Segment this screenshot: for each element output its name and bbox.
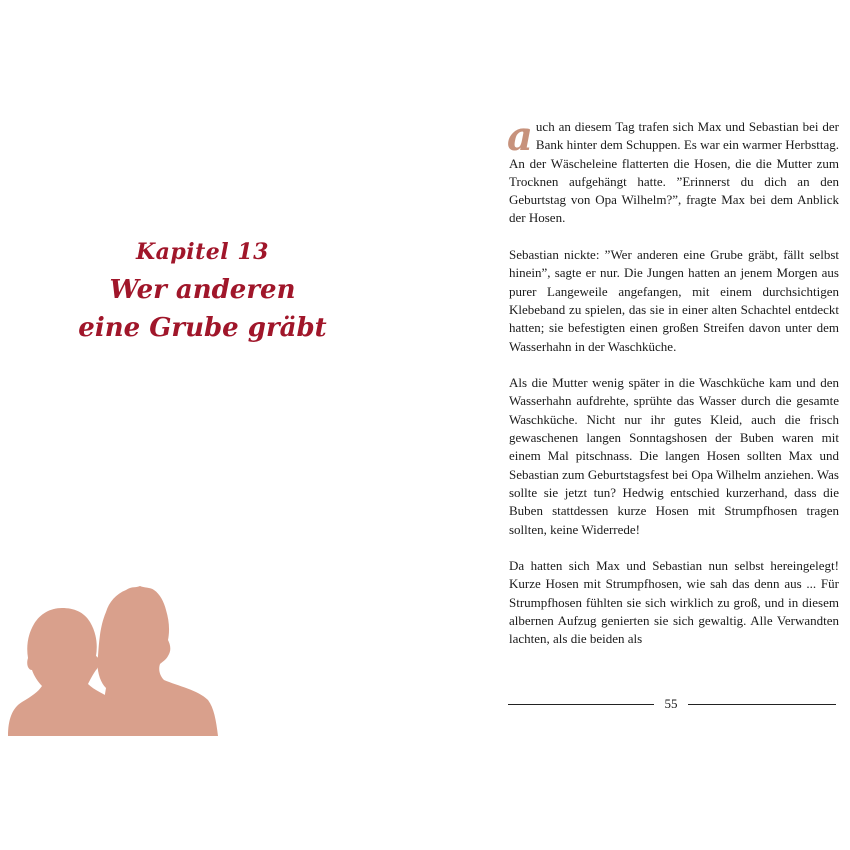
footer-rule-left bbox=[508, 704, 654, 705]
paragraph-4: Da hatten sich Max und Sebastian nun selbst hereingelegt! Kurze Hosen mit Strumpfhosen, wie sah das denn aus ... Für Strumpfhosen fühlten sie sich wirklich zu groß, und in diesem albernen Aufzug genierten sie sich gewaltig. Alle Verwandten lachten, als die beiden als bbox=[509, 558, 839, 647]
paragraph-2: Sebastian nickte: ”Wer anderen eine Grube gräbt, fällt selbst hinein”, sagte er nur. Die Jungen hatten an jenem Morgen aus purer Langeweile angefangen, mit einem durchsichtigen Klebeband zu spielen, das sie in einer alten Schachtel entdeckt hatten; sie befestigten einen großen Streifen davon unter dem Wasserhahn in der Waschküche. bbox=[509, 247, 839, 354]
chapter-number: Kapitel 13 bbox=[136, 239, 269, 265]
right-page bbox=[425, 113, 850, 738]
paragraph-3: Als die Mutter wenig später in die Waschküche kam und den Wasserhahn aufdrehte, sprühte das Wasser durch die gesamte Waschküche. Nicht nur ihr gutes Kleid, auch die frisch gewaschenen langen Sonntagshosen der Buben waren mit einem Mal pitschnass. Die langen Hosen sollten Max und Sebastian zum Geburtstagsfest bei Opa Wilhelm anziehen. Was sollte sie jetzt tun? Hedwig entschied kurzerhand, dass die Buben stattdessen kurze Hosen mit Strumpfhosen tragen sollten, keine Widerrede! bbox=[509, 375, 839, 537]
body-text bbox=[507, 113, 839, 667]
page-number: 55 bbox=[664, 696, 678, 711]
page-footer bbox=[508, 696, 836, 716]
paragraph-1-text: uch an diesem Tag trafen sich Max und Sebastian bei der Bank hinter dem Schuppen. Es war ein warmer Herbsttag. An der Wäscheleine flatterten die Hosen, die die Mutter zum Trocknen aufgehängt hatte. ”Erinnerst du dich an den Geburtstag von Opa Wilhelm?”, fragte Max bei dem Anblick der Hosen. bbox=[509, 119, 839, 226]
footer-rule-right bbox=[688, 704, 836, 705]
chapter-heading bbox=[60, 239, 345, 347]
paragraph-1 bbox=[507, 113, 839, 228]
two-boys-silhouette-icon bbox=[8, 584, 220, 736]
chapter-title: Wer anderen eine Grube gräbt bbox=[78, 275, 327, 343]
drop-cap: a bbox=[507, 113, 533, 160]
